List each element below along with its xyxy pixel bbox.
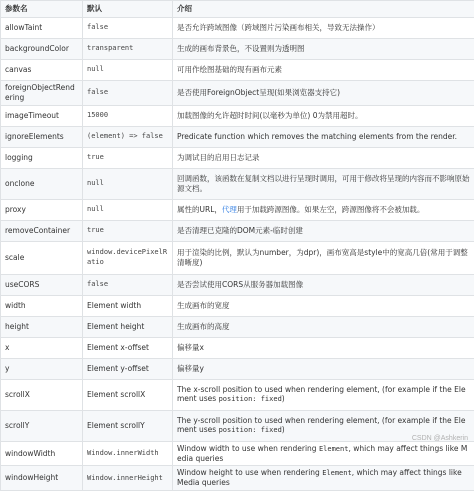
param-description	[173, 379, 474, 410]
param-description: 是否允许跨域图像（跨域图片污染画布相关，导致无法操作）	[173, 18, 474, 39]
param-name: scrollY	[1, 410, 83, 441]
table-row	[1, 379, 474, 410]
table-row	[1, 466, 474, 491]
table-row	[1, 60, 474, 81]
table-row	[1, 274, 474, 295]
code-snippet: Element	[322, 469, 352, 477]
param-name: scrollX	[1, 379, 83, 410]
description-text: , which may affect things like Media queries	[177, 444, 467, 463]
description-text: )	[282, 425, 285, 434]
param-description: 为调试目的启用日志记录	[173, 147, 474, 168]
param-default: false	[83, 18, 173, 39]
param-description: 是否清理已克隆的DOM元素-临时创建	[173, 220, 474, 241]
watermark: CSDN @Ashkerin	[412, 435, 468, 442]
param-name: allowTaint	[1, 18, 83, 39]
header-param-name: 参数名	[1, 1, 83, 18]
table-row	[1, 358, 474, 379]
param-description: 用于渲染的比例，默认为number，为dpr)，画布宽高是style中的宽高几倍(常用于调整清晰度)	[173, 241, 474, 274]
param-default: Element scrollY	[83, 410, 173, 441]
table-row	[1, 316, 474, 337]
description-text: 用于加载跨源图像。如果左空，跨源图像将不会被加载。	[237, 205, 425, 214]
param-description: 回调函数，该函数在复制文档以进行呈现时调用，可用于修改将呈现的内容而不影响原始源文档。	[173, 168, 474, 199]
param-default: null	[83, 168, 173, 199]
param-default: Window.innerWidth	[83, 441, 173, 466]
proxy-link[interactable]: 代理	[222, 205, 237, 214]
code-snippet: position: fixed	[219, 426, 282, 434]
param-default: window.devicePixelRatio	[83, 241, 173, 274]
param-description	[173, 199, 474, 220]
param-description: 可用作绘图基础的现有画布元素	[173, 60, 474, 81]
param-name: backgroundColor	[1, 39, 83, 60]
code-snippet: Element	[319, 445, 349, 453]
param-description: 是否使用ForeignObject呈现(如果浏览器支持它)	[173, 81, 474, 106]
param-default: Element y-offset	[83, 358, 173, 379]
table-row	[1, 295, 474, 316]
param-default: Element width	[83, 295, 173, 316]
header-description: 介绍	[173, 1, 474, 18]
code-snippet: position: fixed	[219, 395, 282, 403]
param-default: null	[83, 199, 173, 220]
description-text: The x-scroll position to used when rendering element, (for example if the Element uses	[177, 385, 466, 404]
param-default: Element x-offset	[83, 337, 173, 358]
param-default: Window.innerHeight	[83, 466, 173, 491]
table-row	[1, 410, 474, 441]
table-row	[1, 147, 474, 168]
param-default: Element scrollX	[83, 379, 173, 410]
param-default: true	[83, 220, 173, 241]
param-name: y	[1, 358, 83, 379]
table-row	[1, 105, 474, 126]
param-description: 生成画布的宽度	[173, 295, 474, 316]
description-text: )	[282, 394, 285, 403]
param-name: windowHeight	[1, 466, 83, 491]
param-name: windowWidth	[1, 441, 83, 466]
table-row	[1, 18, 474, 39]
table-row	[1, 126, 474, 147]
table-row	[1, 241, 474, 274]
param-name: x	[1, 337, 83, 358]
description-text: 属性的URL，	[177, 205, 222, 214]
param-description: 偏移量x	[173, 337, 474, 358]
param-description: 加载图像的允许超时时间(以毫秒为单位) 0为禁用超时。	[173, 105, 474, 126]
param-name: width	[1, 295, 83, 316]
param-default: transparent	[83, 39, 173, 60]
description-text: , which may affect things like Media queries	[177, 468, 462, 487]
param-name: proxy	[1, 199, 83, 220]
table-row	[1, 199, 474, 220]
param-name: onclone	[1, 168, 83, 199]
param-description: 偏移量y	[173, 358, 474, 379]
param-name: imageTimeout	[1, 105, 83, 126]
param-name: useCORS	[1, 274, 83, 295]
description-text: Window width to use when rendering	[177, 444, 319, 453]
param-description	[173, 466, 474, 491]
param-description: 是否尝试使用CORS从服务器加载图像	[173, 274, 474, 295]
param-name: ignoreElements	[1, 126, 83, 147]
param-default: (element) => false	[83, 126, 173, 147]
table-row	[1, 81, 474, 106]
param-default: true	[83, 147, 173, 168]
table-header-row	[1, 1, 474, 18]
param-name: logging	[1, 147, 83, 168]
param-name: canvas	[1, 60, 83, 81]
param-description: 生成画布的高度	[173, 316, 474, 337]
param-default: false	[83, 81, 173, 106]
param-description: 生成的画布背景色，不设置则为透明图	[173, 39, 474, 60]
table-row	[1, 337, 474, 358]
param-description: Predicate function which removes the matching elements from the render.	[173, 126, 474, 147]
param-name: removeContainer	[1, 220, 83, 241]
param-default: false	[83, 274, 173, 295]
table-row	[1, 39, 474, 60]
param-default: null	[83, 60, 173, 81]
description-text: The y-scroll position to used when rendering element, (for example if the Element uses	[177, 416, 465, 435]
param-name: height	[1, 316, 83, 337]
param-name: foreignObjectRendering	[1, 81, 83, 106]
param-name: scale	[1, 241, 83, 274]
description-text: Window height to use when rendering	[177, 468, 322, 477]
table-row	[1, 168, 474, 199]
table-row	[1, 220, 474, 241]
param-default: Element height	[83, 316, 173, 337]
header-default: 默认	[83, 1, 173, 18]
param-default: 15000	[83, 105, 173, 126]
